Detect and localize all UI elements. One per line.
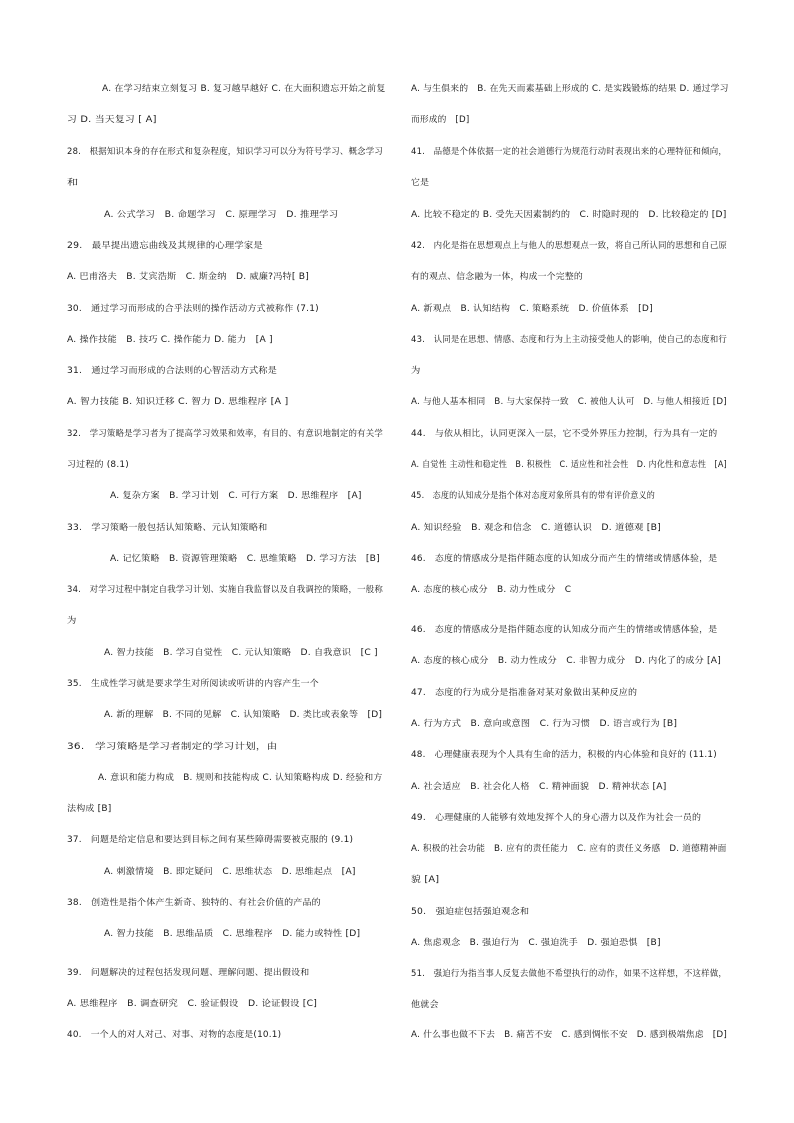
right-line: A. 与他人基本相同 B. 与大家保持一致 C. 被他人认可 D. 与他人相接近 [D] [411, 396, 727, 406]
left-line: 习 D. 当天复习 [ A] [67, 114, 157, 124]
left-line: 38. 创造性是指个体产生新奇、独特的、有社会价值的产品的 [67, 897, 321, 907]
left-line: 30. 通过学习而形成的合乎法则的操作活动方式被称作 (7.1) [67, 303, 319, 313]
left-line: A. 新的理解 B. 不同的见解 C. 认知策略 D. 类比或表象等 [D] [104, 709, 383, 719]
left-line: A. 刺激情境 B. 即定疑问 C. 思维状态 D. 思维起点 [A] [104, 866, 356, 876]
right-line: 它是 [411, 177, 430, 187]
left-line: 和 [67, 177, 79, 187]
left-line: A. 智力技能 B. 知识迁移 C. 智力 D. 思维程序 [A ] [67, 396, 289, 406]
right-line: 49. 心理健康的人能够有效地发挥个人的身心潜力以及作为社会一员的 [411, 812, 702, 822]
left-line: A. 智力技能 B. 思维品质 C. 思维程序 D. 能力或特性 [D] [104, 928, 361, 938]
left-line: 31. 通过学习而形成的合法则的心智活动方式称是 [67, 365, 277, 375]
right-line: 他就会 [411, 999, 439, 1009]
right-line: A. 新观点 B. 认知结构 C. 策略系统 D. 价值体系 [D] [411, 303, 653, 313]
right-line: 貌 [A] [411, 874, 440, 884]
right-line: 为 [411, 365, 421, 375]
right-line: A. 积极的社会功能 B. 应有的责任能力 C. 应有的责任义务感 D. 道德精神面 [411, 843, 727, 853]
left-line: A. 巴甫洛夫 B. 艾宾浩斯 C. 斯金纳 D. 威廉?冯特[ B] [67, 271, 310, 281]
left-line: A. 意识和能力构成 B. 规则和技能构成 C. 认知策略构成 D. 经验和方 [98, 772, 383, 782]
left-line: A. 公式学习 B. 命题学习 C. 原理学习 D. 推理学习 [104, 209, 339, 219]
left-line: A. 记忆策略 B. 资源管理策略 C. 思维策略 D. 学习方法 [B] [110, 553, 380, 563]
left-line: 36. 学习策略是学习者制定的学习计划，由 [67, 741, 278, 751]
right-line: 42. 内化是指在思想观点上与他人的思想观点一致，将自己所认同的思想和自己原 [411, 240, 728, 250]
right-line: 而形成的 [D] [411, 114, 470, 124]
left-line: 为 [67, 615, 77, 625]
right-line: 有的观点、信念融为一体，构成一个完整的 [411, 271, 583, 281]
right-line: A. 比较不稳定的 B. 受先天因素制约的 C. 时隐时现的 D. 比较稳定的 [D] [411, 209, 727, 219]
left-line: A. 复杂方案 B. 学习计划 C. 可行方案 D. 思维程序 [A] [110, 490, 362, 500]
left-line: A. 在学习结束立刻复习 B. 复习越早越好 C. 在大面积遗忘开始之前复 [102, 83, 386, 93]
right-line: 43. 认同是在思想、情感、态度和行为上主动接受他人的影响，使自己的态度和行 [411, 334, 728, 344]
right-line: 45. 态度的认知成分是指个体对态度对象所具有的带有评价意义的 [411, 490, 656, 500]
left-line: 29. 最早提出遗忘曲线及其规律的心理学家是 [67, 240, 263, 250]
left-line: A. 思维程序 B. 调查研究 C. 验证假设 D. 论证假设 [C] [67, 998, 318, 1008]
right-line: A. 自觉性 主动性和稳定性 B. 积极性 C. 适应性和社会性 D. 内化性和意志性 [A] [411, 459, 727, 469]
right-line: 46. 态度的情感成分是指伴随态度的认知成分而产生的情绪或情感体验，是 [411, 624, 718, 634]
right-line: 41. 品德是个体依据一定的社会道德行为规范行动时表现出来的心理特征和倾向， [411, 146, 728, 156]
left-line: 33. 学习策略一般包括认知策略、元认知策略和 [67, 522, 268, 532]
right-line: A. 态度的核心成分 B. 动力性成分 C. 非智力成分 D. 内化了的成分 [A] [411, 655, 721, 665]
left-line: 28. 根据知识本身的存在形式和复杂程度，知识学习可以分为符号学习、概念学习 [67, 146, 384, 156]
right-line: A. 什么事也做不下去 B. 痛苦不安 C. 感到惆怅不安 D. 感到极端焦虑 [D] [411, 1029, 728, 1039]
right-line: A. 社会适应 B. 社会化人格 C. 精神面貌 D. 精神状态 [A] [411, 781, 667, 791]
right-line: 50. 强迫症包括强迫观念和 [411, 906, 530, 916]
right-line: 48. 心理健康表现为个人具有生命的活力，积极的内心体验和良好的 (11.1) [411, 749, 717, 759]
right-line: 51. 强迫行为指当事人反复去做他不希望执行的动作，如果不这样想，不这样做， [411, 968, 728, 978]
left-line: 35. 生成性学习就是要求学生对所阅读或听讲的内容产生一个 [67, 678, 319, 688]
left-line: 34. 对学习过程中制定自我学习计划、实施自我监督以及自我调控的策略，一般称 [67, 584, 384, 594]
right-line: 46. 态度的情感成分是指伴随态度的认知成分而产生的情绪或情感体验，是 [411, 553, 718, 563]
left-line: A. 操作技能 B. 技巧 C. 操作能力 D. 能力 [A ] [67, 334, 273, 344]
right-line: A. 行为方式 B. 意向或意图 C. 行为习惯 D. 语言或行为 [B] [411, 718, 678, 728]
left-line: 37. 问题是给定信息和要达到目标之间有某些障碍需要被克服的 (9.1) [67, 834, 354, 844]
left-line: 40. 一个人的对人对己、对事、对物的态度是(10.1) [67, 1029, 282, 1039]
right-line: A. 焦虑观念 B. 强迫行为 C. 强迫洗手 D. 强迫恐惧 [B] [411, 937, 661, 947]
right-line: A. 态度的核心成分 B. 动力性成分 C [411, 584, 572, 594]
left-line: 法构成 [B] [67, 803, 112, 813]
right-line: 44. 与依从相比，认同更深入一层，它不受外界压力控制，行为具有一定的 [411, 428, 718, 438]
right-line: 47. 态度的行为成分是指准备对某对象做出某种反应的 [411, 687, 638, 697]
left-line: 32. 学习策略是学习者为了提高学习效果和效率，有目的、有意识地制定的有关学 [67, 428, 384, 438]
right-line: A. 与生俱来的 B. 在先天而素基础上形成的 C. 是实践锻炼的结果 D. 通过学习 [411, 83, 729, 93]
left-line: A. 智力技能 B. 学习自觉性 C. 元认知策略 D. 自我意识 [C ] [104, 647, 378, 657]
left-line: 习过程的 (8.1) [67, 459, 130, 469]
left-line: 39. 问题解决的过程包括发现问题、理解问题、提出假设和 [67, 967, 310, 977]
right-line: A. 知识经验 B. 观念和信念 C. 道德认识 D. 道德观 [B] [411, 522, 661, 532]
